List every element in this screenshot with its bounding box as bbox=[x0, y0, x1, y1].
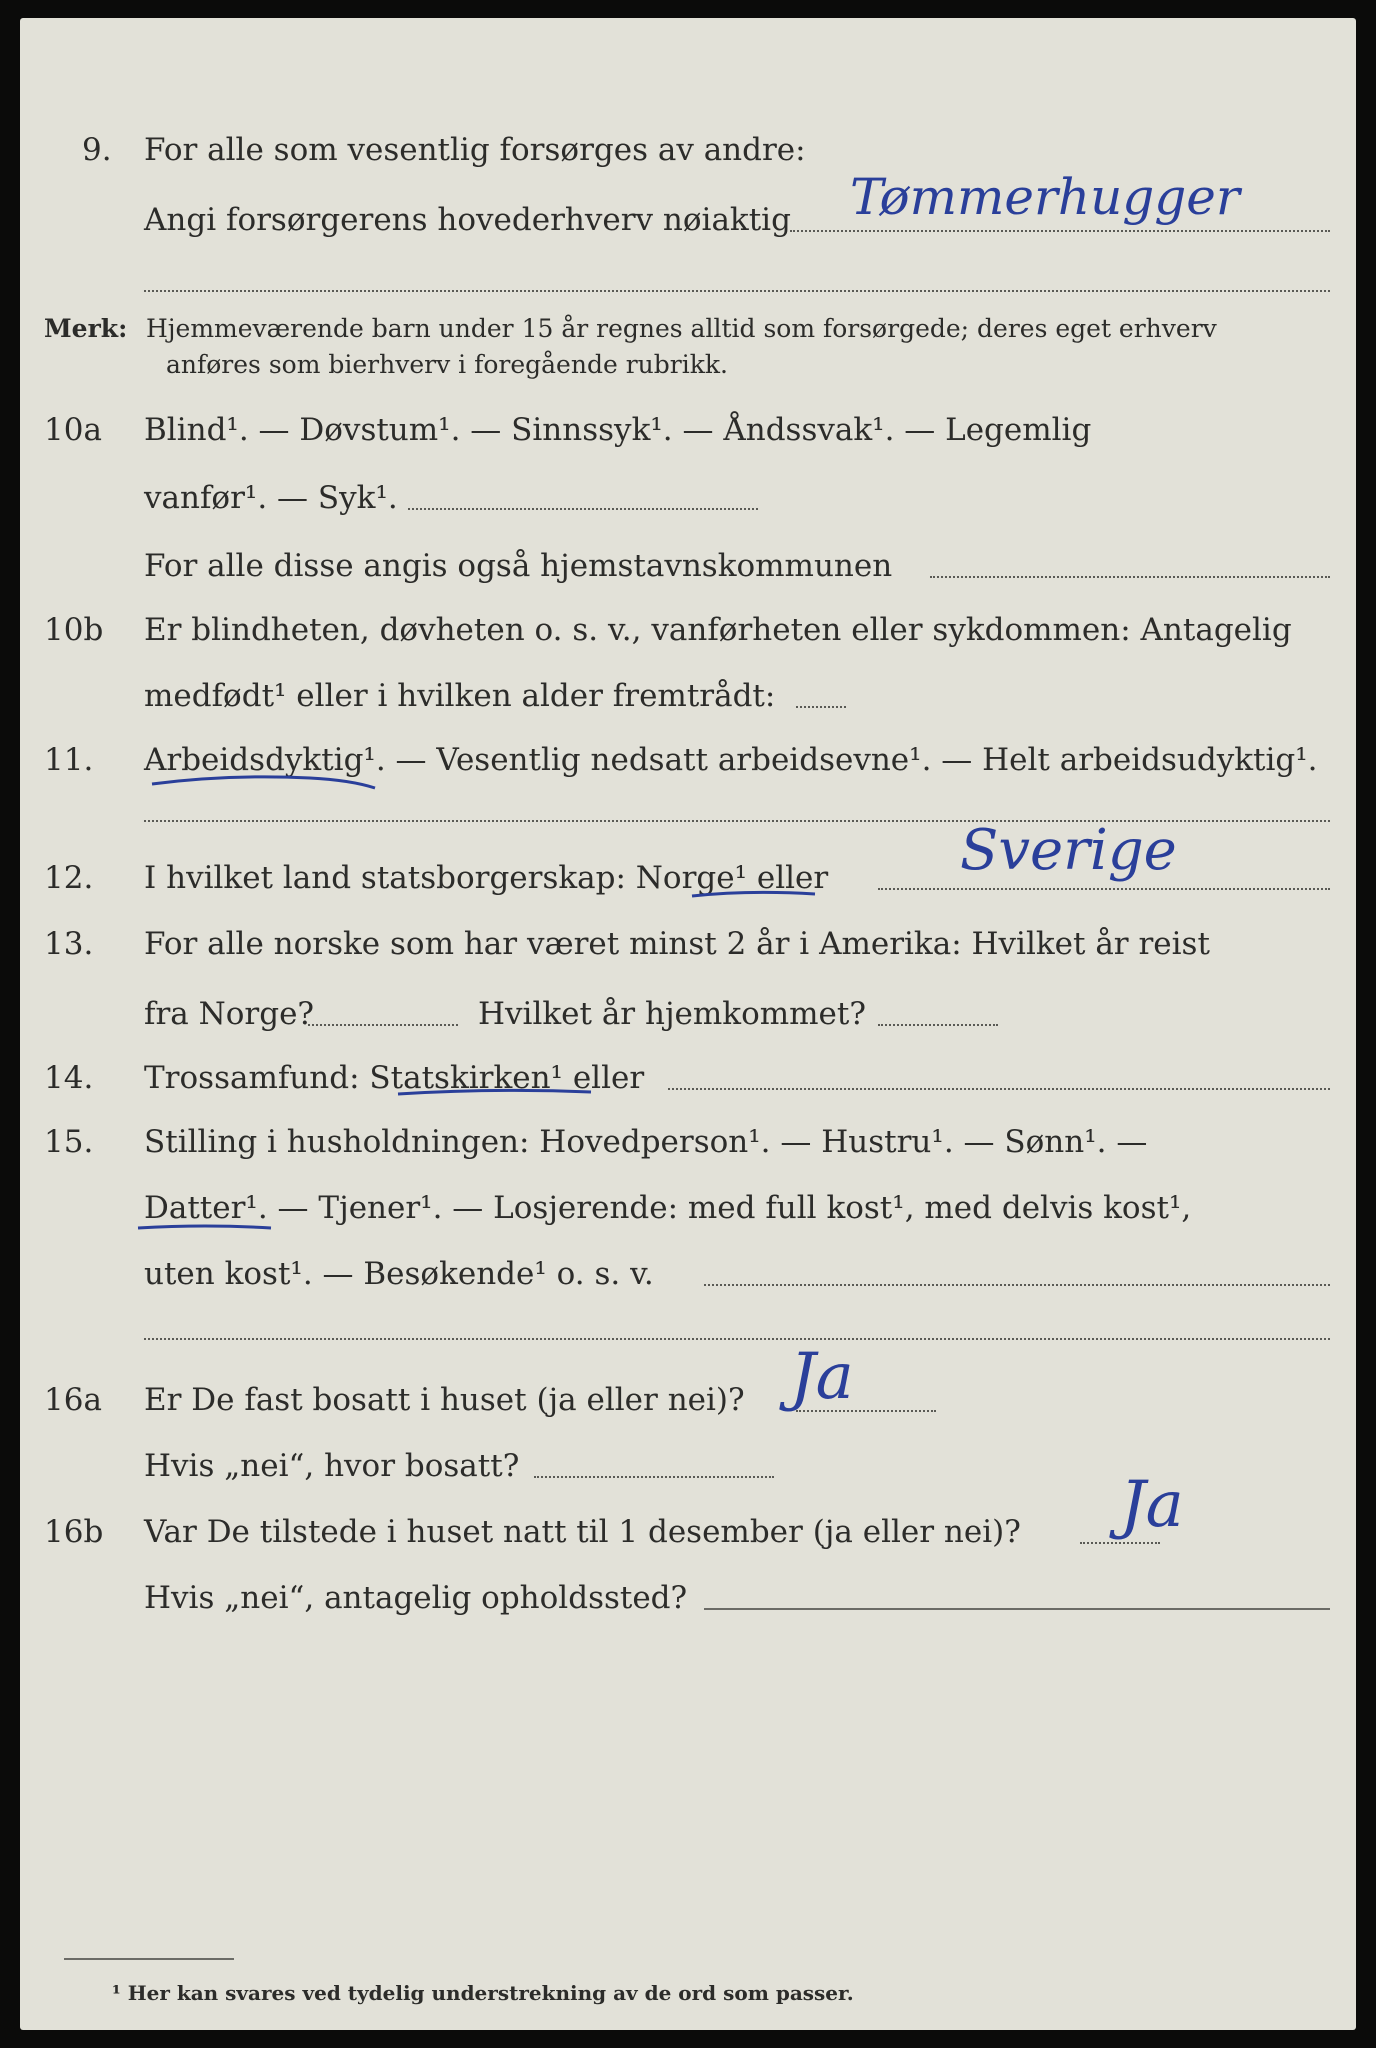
q12-text: I hvilket land statsborgerskap: Norge¹ eller bbox=[144, 860, 829, 896]
q16a-line2: Hvis „nei“, hvor bosatt? bbox=[144, 1448, 520, 1484]
q15-line1: Stilling i husholdningen: Hovedperson¹. — Hustru¹. — Sønn¹. — bbox=[144, 1124, 1148, 1160]
merk-line1: Hjemmeværende barn under 15 år regnes alltid som forsørgede; deres eget erhverv bbox=[146, 314, 1217, 343]
q16a-number: 16a bbox=[44, 1382, 102, 1418]
q15-handwritten-underline bbox=[136, 1218, 276, 1238]
q15-number: 15. bbox=[44, 1124, 94, 1160]
q15-line3: uten kost¹. — Besøkende¹ o. s. v. bbox=[144, 1256, 654, 1292]
footnote: ¹ Her kan svares ved tydelig understrekning av de ord som passer. bbox=[112, 1981, 854, 2005]
q10a-line3: For alle disse angis også hjemstavnskommunen bbox=[144, 548, 893, 584]
q14-answer-line bbox=[668, 1088, 1330, 1090]
q11-text: Arbeidsdyktig¹. — Vesentlig nedsatt arbeidsevne¹. — Helt arbeidsudyktig¹. bbox=[144, 742, 1318, 778]
q12-handwritten-underline bbox=[690, 884, 820, 904]
q9-handwritten-answer: Tømmerhugger bbox=[850, 168, 1240, 226]
q9-answer-line bbox=[790, 230, 1330, 232]
q13-line1: For alle norske som har været minst 2 år i Amerika: Hvilket år reist bbox=[144, 926, 1210, 962]
q16a-line1: Er De fast bosatt i huset (ja eller nei)? bbox=[144, 1382, 745, 1418]
q13-reist-line bbox=[308, 1024, 458, 1026]
q10b-line2: medfødt¹ eller i hvilken alder fremtrådt: bbox=[144, 678, 776, 714]
q10a-kommune-line bbox=[930, 576, 1330, 578]
q10b-answer-line bbox=[796, 706, 846, 708]
q9-number: 9. bbox=[82, 132, 112, 168]
q16b-number: 16b bbox=[44, 1514, 104, 1550]
q15-extra-line bbox=[144, 1338, 1330, 1340]
q16b-answer-line bbox=[1080, 1542, 1160, 1544]
q15-answer-line bbox=[704, 1284, 1330, 1286]
q10a-line2: vanfør¹. — Syk¹. bbox=[144, 480, 398, 516]
q14-number: 14. bbox=[44, 1060, 94, 1096]
q9-line2: Angi forsørgerens hovederhverv nøiaktig bbox=[144, 202, 791, 238]
q14-text: Trossamfund: Statskirken¹ eller bbox=[144, 1060, 645, 1096]
footnote-rule bbox=[64, 1958, 234, 1960]
q12-answer-line bbox=[878, 888, 1330, 890]
q10b-number: 10b bbox=[44, 612, 104, 648]
q13-line2b: Hvilket år hjemkommet? bbox=[478, 996, 866, 1032]
merk-line2: anføres som bierhverv i foregående rubrikk. bbox=[166, 350, 728, 379]
q14-handwritten-underline bbox=[396, 1084, 596, 1104]
q13-line2a: fra Norge? bbox=[144, 996, 315, 1032]
q10b-line1: Er blindheten, døvheten o. s. v., vanførheten eller sykdommen: Antagelig bbox=[144, 612, 1292, 648]
q16a-handwritten-answer: Ja bbox=[790, 1340, 854, 1414]
q16b-opholdssted-line bbox=[704, 1608, 1330, 1610]
q10a-syk-line bbox=[408, 508, 758, 510]
census-form-page bbox=[20, 18, 1356, 2030]
merk-label: Merk: bbox=[44, 314, 128, 343]
q11-handwritten-underline bbox=[150, 764, 380, 794]
q16b-handwritten-answer: Ja bbox=[1120, 1468, 1184, 1542]
q16a-bosatt-line bbox=[534, 1476, 774, 1478]
q10a-line1: Blind¹. — Døvstum¹. — Sinnssyk¹. — Åndssvak¹. — Legemlig bbox=[144, 412, 1092, 448]
q16b-line1: Var De tilstede i huset natt til 1 desember (ja eller nei)? bbox=[144, 1514, 1021, 1550]
q9-line1: For alle som vesentlig forsørges av andre: bbox=[144, 132, 806, 168]
q13-number: 13. bbox=[44, 926, 94, 962]
q12-number: 12. bbox=[44, 860, 94, 896]
q13-hjemkommet-line bbox=[878, 1024, 998, 1026]
q9-extra-line bbox=[144, 290, 1330, 292]
q11-number: 11. bbox=[44, 742, 94, 778]
q12-handwritten-answer: Sverige bbox=[960, 818, 1177, 883]
q15-line2: Datter¹. — Tjener¹. — Losjerende: med full kost¹, med delvis kost¹, bbox=[144, 1190, 1192, 1226]
q16b-line2: Hvis „nei“, antagelig opholdssted? bbox=[144, 1580, 688, 1616]
q10a-number: 10a bbox=[44, 412, 102, 448]
